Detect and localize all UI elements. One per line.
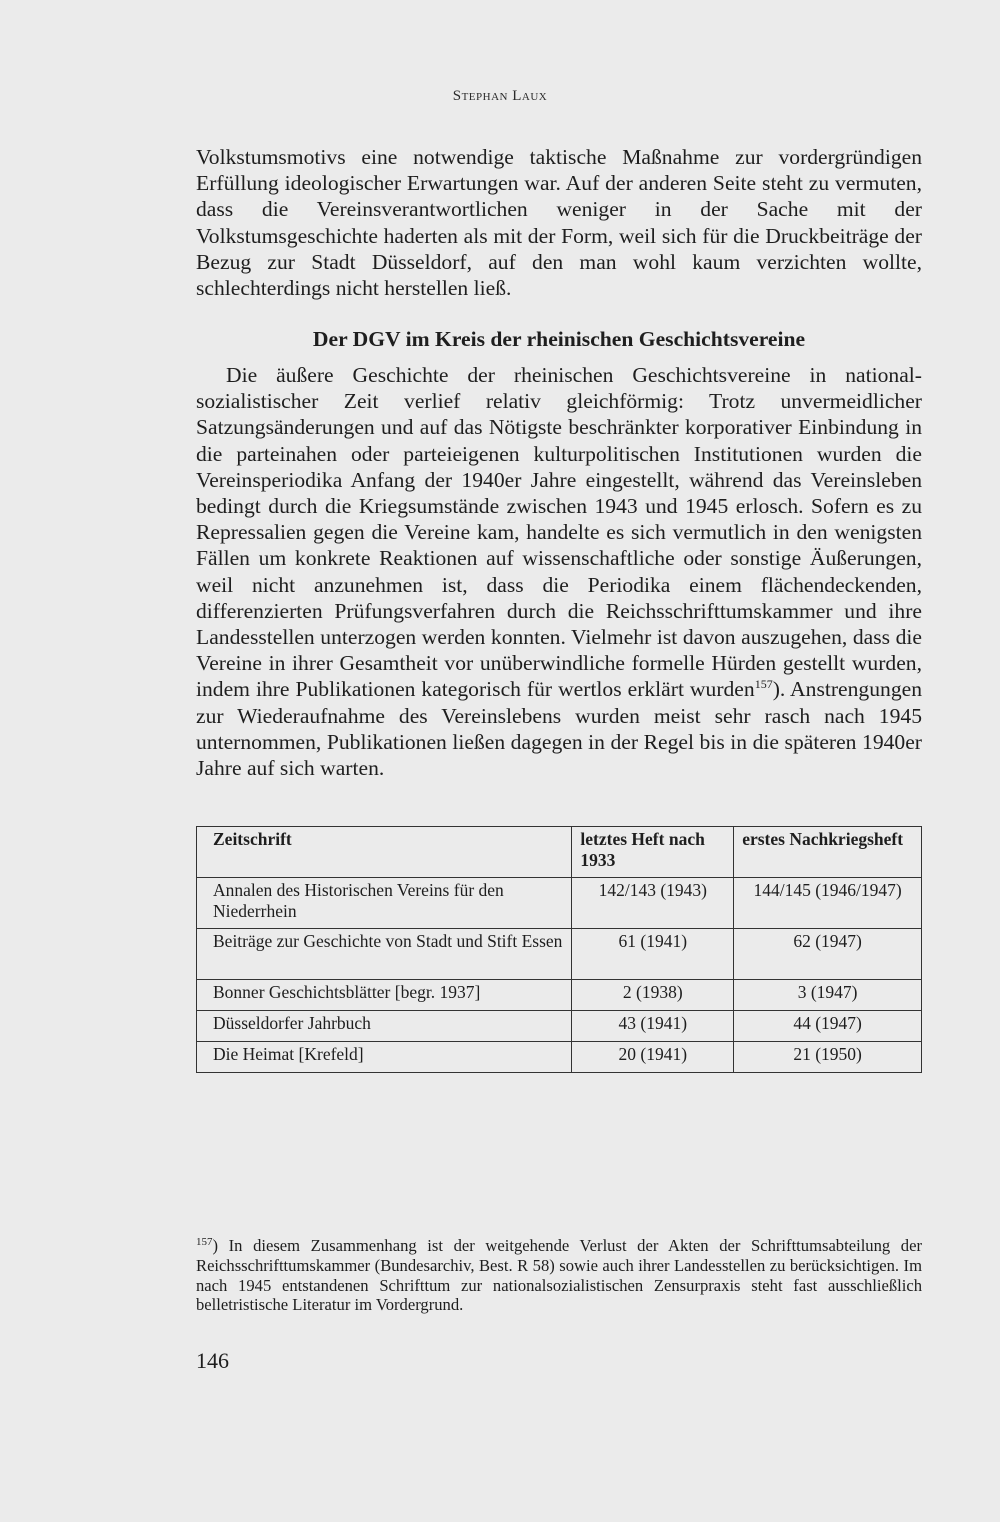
paragraph-main [196,362,922,781]
table-cell-last-issue: 142/143 (1943) [572,878,734,929]
page-number: 146 [196,1348,229,1373]
footnote-marker: 157 [196,1236,213,1248]
column-header: Zeitschrift [197,827,572,878]
table-cell-first-issue: 44 (1947) [734,1011,922,1042]
footnote-reference: 157 [754,677,773,692]
table-cell-journal: Die Heimat [Krefeld] [197,1042,572,1073]
journal-table [196,826,922,1073]
table-row [197,1042,922,1073]
column-header: letztes Heft nach 1933 [572,827,734,878]
table-cell-first-issue: 21 (1950) [734,1042,922,1073]
table-cell-last-issue: 43 (1941) [572,1011,734,1042]
table-row [197,878,922,929]
paragraph-continuation: Volkstumsmotivs eine notwendige taktische Maßnahme zur vordergründigen Erfüllung ideologischer Erwartungen war. Auf der anderen Seite steht zu vermuten, dass die Vereinsverantwortlichen weniger in der Sache mit der Volkstumsgeschichte haderten als mit der Form, weil sich für die Druckbeiträge der Bezug zur Stadt Düsseldorf, auf den man wohl kaum verzichten wollte, schlechterdings nicht herstellen ließ. [196,145,922,301]
table-row [197,1011,922,1042]
column-header: erstes Nachkriegsheft [734,827,922,878]
table-row [197,980,922,1011]
table-row [197,929,922,980]
table-cell-first-issue: 3 (1947) [734,980,922,1011]
table-cell-journal: Bonner Geschichtsblätter [begr. 1937] [197,980,572,1011]
footnote [196,1236,922,1315]
footnote-text: ) In diesem Zusammenhang ist der weitgehende Verlust der Akten der Schrifttumsabteilung der Reichsschrifttumskammer (Bundesarchiv, Best. R 58) sowie auch ihrer Landesstellen zu berücksichtigen. Im nach 1945 entstandenen Schrifttum zur nationalsozialistischen Zensurpraxis steht fast ausschließlich belletristische Literatur im Vordergrund. [196,1236,922,1315]
table-cell-journal: Annalen des Historischen Vereins für den Niederrhein [197,878,572,929]
table-cell-last-issue: 20 (1941) [572,1042,734,1073]
table-cell-journal: Beiträge zur Geschichte von Stadt und Stift Essen [197,929,572,980]
section-heading: Der DGV im Kreis der rheinischen Geschichtsvereine [312,327,806,351]
paragraph-text: Die äußere Geschichte der rheinischen Geschichtsvereine in nationalsozialistischer Zeit verlief relativ gleichförmig: Trotz unvermeidlicher Satzungsänderungen und auf das Nötigste beschränkter korporativer Einbindung in die parteinahen oder parteieigenen kulturpolitischen Institutionen wurden die Vereinsperiodika Anfang der 1940er Jahre eingestellt, während das Vereinsleben bedingt durch die Kriegsumstände zwischen 1943 und 1945 erlosch. Sofern es zu Repressalien gegen die Vereine kam, handelte es sich vermutlich in den wenigsten Fällen um konkrete Reaktionen auf wissenschaftliche oder sonstige Äußerungen, weil nicht anzunehmen ist, dass die Periodika einem flächendeckenden, differenzierten Prüfungsverfahren durch die Reichsschrifttumskammer und ihre Landesstellen unterzogen werden konnten. Vielmehr ist davon auszugehen, dass die Vereine in ihrer Gesamtheit vor unüberwindliche formelle Hürden gestellt wurden, indem ihre Publikationen kategorisch für wertlos erklärt wurden [196,363,922,702]
table-header-row [197,827,922,878]
running-head: Stephan Laux [452,88,548,104]
table-cell-last-issue: 2 (1938) [572,980,734,1011]
table-cell-first-issue: 144/145 (1946/1947) [734,878,922,929]
table-cell-first-issue: 62 (1947) [734,929,922,980]
paragraph-text: ). Anstrengungen zur Wiederaufnahme des Vereinslebens wurden meist sehr rasch nach 1945 unternommen, Publikationen ließen dagegen in der Regel bis in die späteren 1940er Jahre auf sich warten. [196,677,922,781]
table-cell-last-issue: 61 (1941) [572,929,734,980]
table-cell-journal: Düsseldorfer Jahrbuch [197,1011,572,1042]
